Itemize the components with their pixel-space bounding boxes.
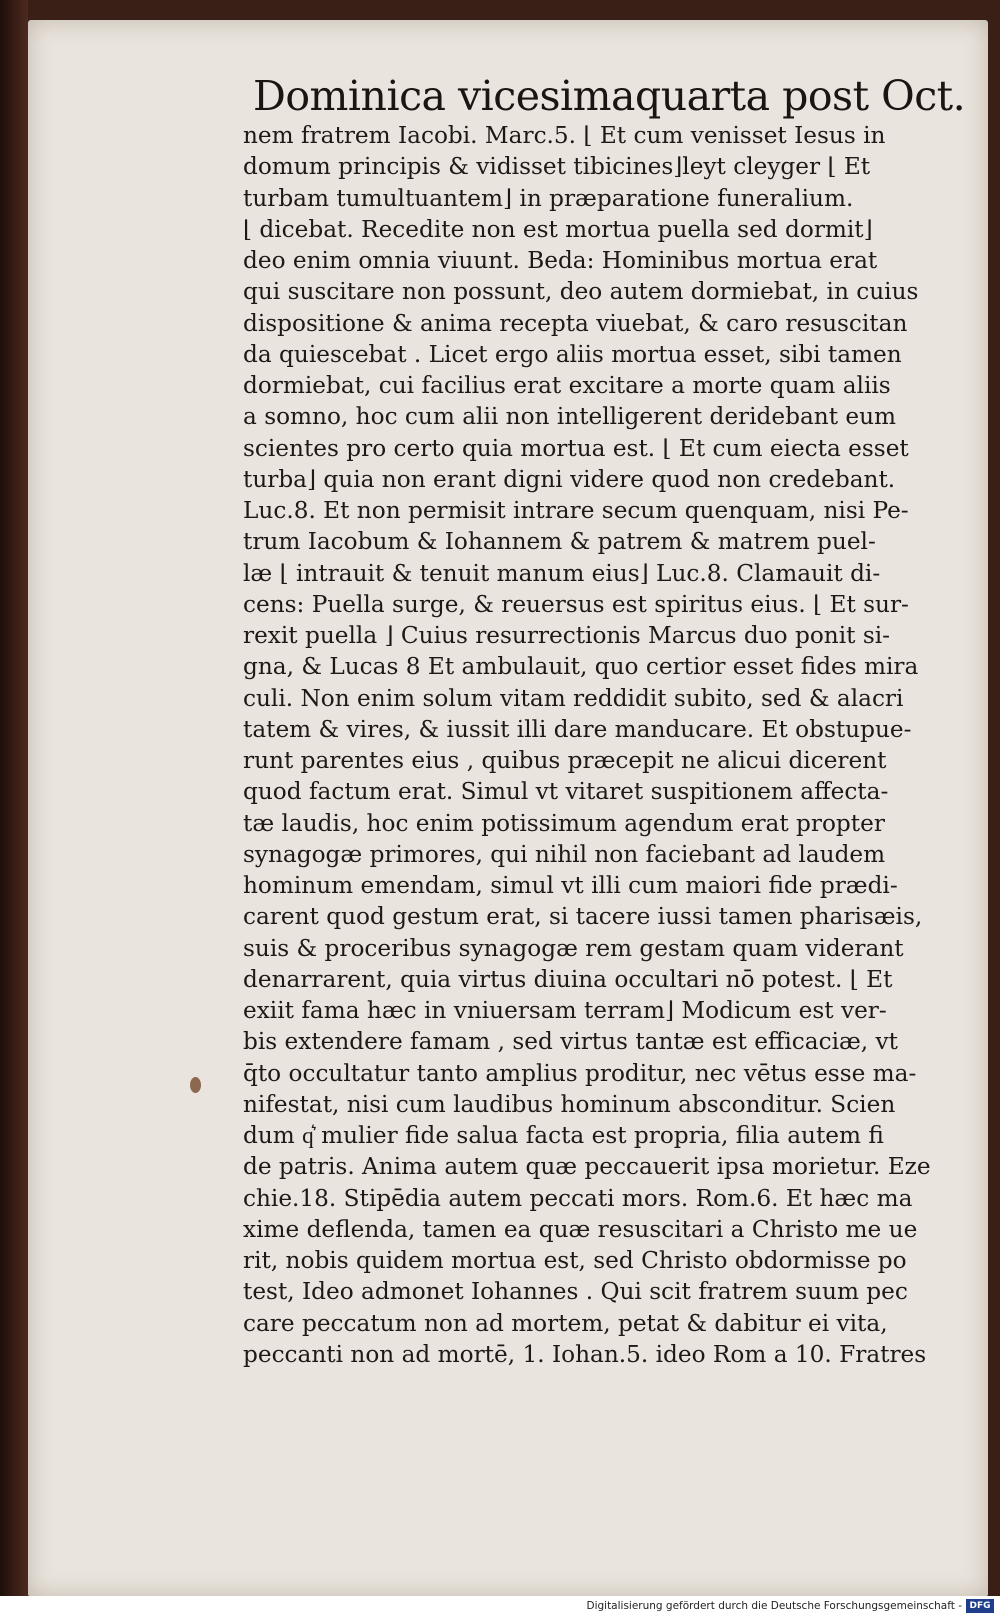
text-line: q̄to occultatur tanto amplius proditur, nec vētus esse ma-: [243, 1059, 917, 1087]
text-line: dum q͛ mulier fide salua facta est propria, filia autem fi: [243, 1122, 884, 1149]
running-head: Dominica vicesimaquarta post Oct.: [253, 72, 966, 120]
text-line: care peccatum non ad mortem, petat & dabitur ei vita,: [243, 1309, 888, 1337]
text-line: suis & proceribus synagogæ rem gestam quam viderant: [243, 934, 904, 962]
text-line: turbam tumultuantem⌋ in præparatione funeralium.: [243, 184, 854, 212]
text-line: scientes pro certo quia mortua est. ⌊ Et cum eiecta esset: [243, 434, 909, 462]
text-line: dormiebat, cui facilius erat excitare a morte quam aliis: [243, 372, 891, 399]
funding-note: Digitalisierung gefördert durch die Deutsche Forschungsgemeinschaft -: [586, 1600, 962, 1612]
text-line: runt parentes eius , quibus præcepit ne alicui dicerent: [243, 747, 887, 774]
text-line: læ ⌊ intrauit & tenuit manum eius⌋ Luc.8. Clamauit di-: [243, 559, 881, 587]
text-line: nem fratrem Iacobi. Marc.5. ⌊ Et cum venisset Iesus in: [243, 122, 886, 149]
text-line: quod factum erat. Simul vt vitaret suspitionem affecta-: [243, 778, 889, 806]
text-line: gna, & Lucas 8 Et ambulauit, quo certior esset fides mira: [243, 653, 919, 681]
text-line: rit, nobis quidem mortua est, sed Christo obdormisse po: [243, 1247, 907, 1274]
text-line: deo enim omnia viuunt. Beda: Hominibus mortua erat: [243, 247, 878, 274]
text-line: de patris. Anima autem quæ peccauerit ipsa morietur. Eze: [243, 1153, 931, 1181]
text-line: domum principis & vidisset tibicines⌋leyt cleyger ⌊ Et: [243, 153, 871, 181]
ink-blot: [190, 1077, 201, 1093]
text-line: test, Ideo admonet Iohannes . Qui scit fratrem suum pec: [243, 1278, 908, 1306]
dfg-logo: DFG: [966, 1599, 994, 1613]
text-line: xime deflenda, tamen ea quæ resuscitari a Christo me ue: [243, 1215, 918, 1243]
text-line: synagogæ primores, qui nihil non faciebant ad laudem: [243, 840, 886, 868]
text-line: carent quod gestum erat, si tacere iussi tamen pharisæis,: [243, 903, 923, 931]
text-line: hominum emendam, simul vt illi cum maiori fide prædi-: [243, 872, 898, 899]
text-line: nifestat, nisi cum laudibus hominum absconditur. Scien: [243, 1090, 896, 1118]
text-line: exiit fama hæc in vniuersam terram⌋ Modicum est ver-: [243, 997, 887, 1024]
text-line: peccanti non ad mortē, 1. Iohan.5. ideo Rom a 10. Fratres: [243, 1340, 927, 1368]
text-line: trum Iacobum & Iohannem & patrem & matrem puel-: [243, 528, 876, 556]
text-line: qui suscitare non possunt, deo autem dormiebat, in cuius: [243, 278, 919, 306]
text-line: tæ laudis, hoc enim potissimum agendum erat propter: [243, 809, 885, 837]
text-line: Luc.8. Et non permisit intrare secum quenquam, nisi Pe-: [243, 497, 909, 524]
text-line: bis extendere famam , sed virtus tantæ est efficaciæ, vt: [243, 1028, 898, 1056]
text-line: tatem & vires, & iussit illi dare manducare. Et obstupue-: [243, 715, 912, 743]
text-line: turba⌋ quia non erant digni videre quod non credebant.: [243, 465, 896, 493]
text-line: a somno, hoc cum alii non intelligerent deridebant eum: [243, 403, 897, 431]
text-line: dispositione & anima recepta viuebat, & caro resuscitan: [243, 309, 908, 337]
binding-edge: [0, 0, 28, 1608]
book-page: [28, 20, 988, 1597]
text-line: chie.18. Stipēdia autem peccati mors. Rom.6. Et hæc ma: [243, 1184, 913, 1212]
text-line: denarrarent, quia virtus diuina occultari nō potest. ⌊ Et: [243, 965, 893, 993]
text-line: ⌊ dicebat. Recedite non est mortua puella sed dormit⌋: [243, 215, 873, 243]
text-line: cens: Puella surge, & reuersus est spiritus eius. ⌊ Et sur-: [243, 590, 909, 618]
text-line: da quiescebat . Licet ergo aliis mortua esset, sibi tamen: [243, 340, 902, 368]
body-text: [243, 120, 973, 1370]
text-line: rexit puella ⌋ Cuius resurrectionis Marcus duo ponit si-: [243, 622, 890, 649]
text-line: culi. Non enim solum vitam reddidit subito, sed & alacri: [243, 684, 904, 712]
